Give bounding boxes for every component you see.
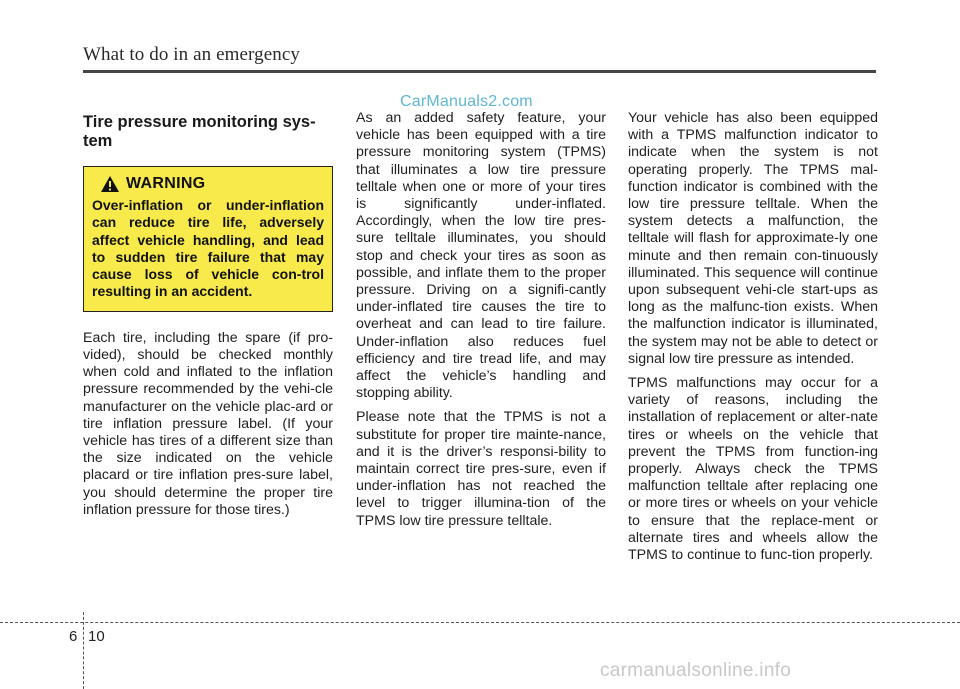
column-right — [628, 110, 878, 571]
warning-box — [83, 166, 333, 312]
header-rule — [83, 70, 876, 73]
watermark-bottom[interactable]: carmanualsonline.info — [600, 660, 792, 681]
column-left — [83, 113, 333, 526]
section-title: Tire pressure monitoring sys- tem — [83, 113, 316, 150]
footer-divider — [83, 612, 84, 689]
paragraph: As an added safety feature, your vehicle has been equipped with a tire pressure monitoring system (TPMS) that illuminates a low tire pressure telltale when one or more of your tires is significantly under-inflated. Accordingly, when the low tire pres-sure telltale illuminates, you should stop and check your tires as soon as possible, and inflate them to the proper pressure. Driving on a signifi-cantly under-inflated tire causes the tire to overheat and can lead to tire failure. Under-inflation also reduces fuel efficiency and tire tread life, and may affect the vehicle’s handling and stopping ability. — [356, 110, 606, 402]
warning-header — [100, 175, 324, 193]
watermark-top[interactable]: CarManuals2.com — [400, 93, 533, 110]
page-header-title: What to do in an emergency — [83, 44, 300, 65]
column-middle — [356, 110, 606, 537]
paragraph: Your vehicle has also been equipped with a TPMS malfunction indicator to indicate when the system is not operating properly. The TPMS mal-function indicator is combined with the low tire pressure telltale. When the system detects a malfunction, the telltale will flash for approximate-ly one minute and then remain con-tinuously illuminated. This sequence will continue upon subsequent vehi-cle start-ups as long as the malfunc-tion exists. When the malfunction indicator is illuminated, the system may not be able to detect or signal low tire pressure as intended. — [628, 110, 878, 367]
warning-label: WARNING — [126, 175, 206, 192]
paragraph: Please note that the TPMS is not a substitute for proper tire mainte-nance, and it is the driver’s responsi-bility to maintain correct tire pres-sure, even if under-inflation has not reached the level to trigger illumina-tion of the TPMS low tire pressure telltale. — [356, 409, 606, 529]
paragraph: Each tire, including the spare (if pro-vided), should be checked monthly when cold and inflated to the inflation pressure recommended by the vehi-cle manufacturer on the vehicle plac-ard or tire inflation pressure label. (If your vehicle has tires of a different size than the size indicated on the vehicle placard or tire inflation pres-sure label, you should determine the proper tire inflation pressure for those tires.) — [83, 329, 333, 518]
page-number: 10 — [88, 628, 105, 645]
warning-text: Over-inflation or under-inflation can reduce tire life, adversely affect vehicle handling, and lead to sudden tire failure that may cause loss of vehicle con-trol resulting in an accident. — [92, 197, 324, 300]
page-chapter-number: 6 — [69, 628, 78, 645]
warning-triangle-icon — [100, 175, 120, 193]
paragraph: TPMS malfunctions may occur for a variety of reasons, including the installation of replacement or alter-nate tires or wheels on the vehicle that prevent the TPMS from function-ing properly. Always check the TPMS malfunction telltale after replacing one or more tires or wheels on your vehicle to ensure that the replace-ment or alternate tires and wheels allow the TPMS to continue to func-tion properly. — [628, 375, 878, 564]
footer-rule — [0, 622, 960, 623]
